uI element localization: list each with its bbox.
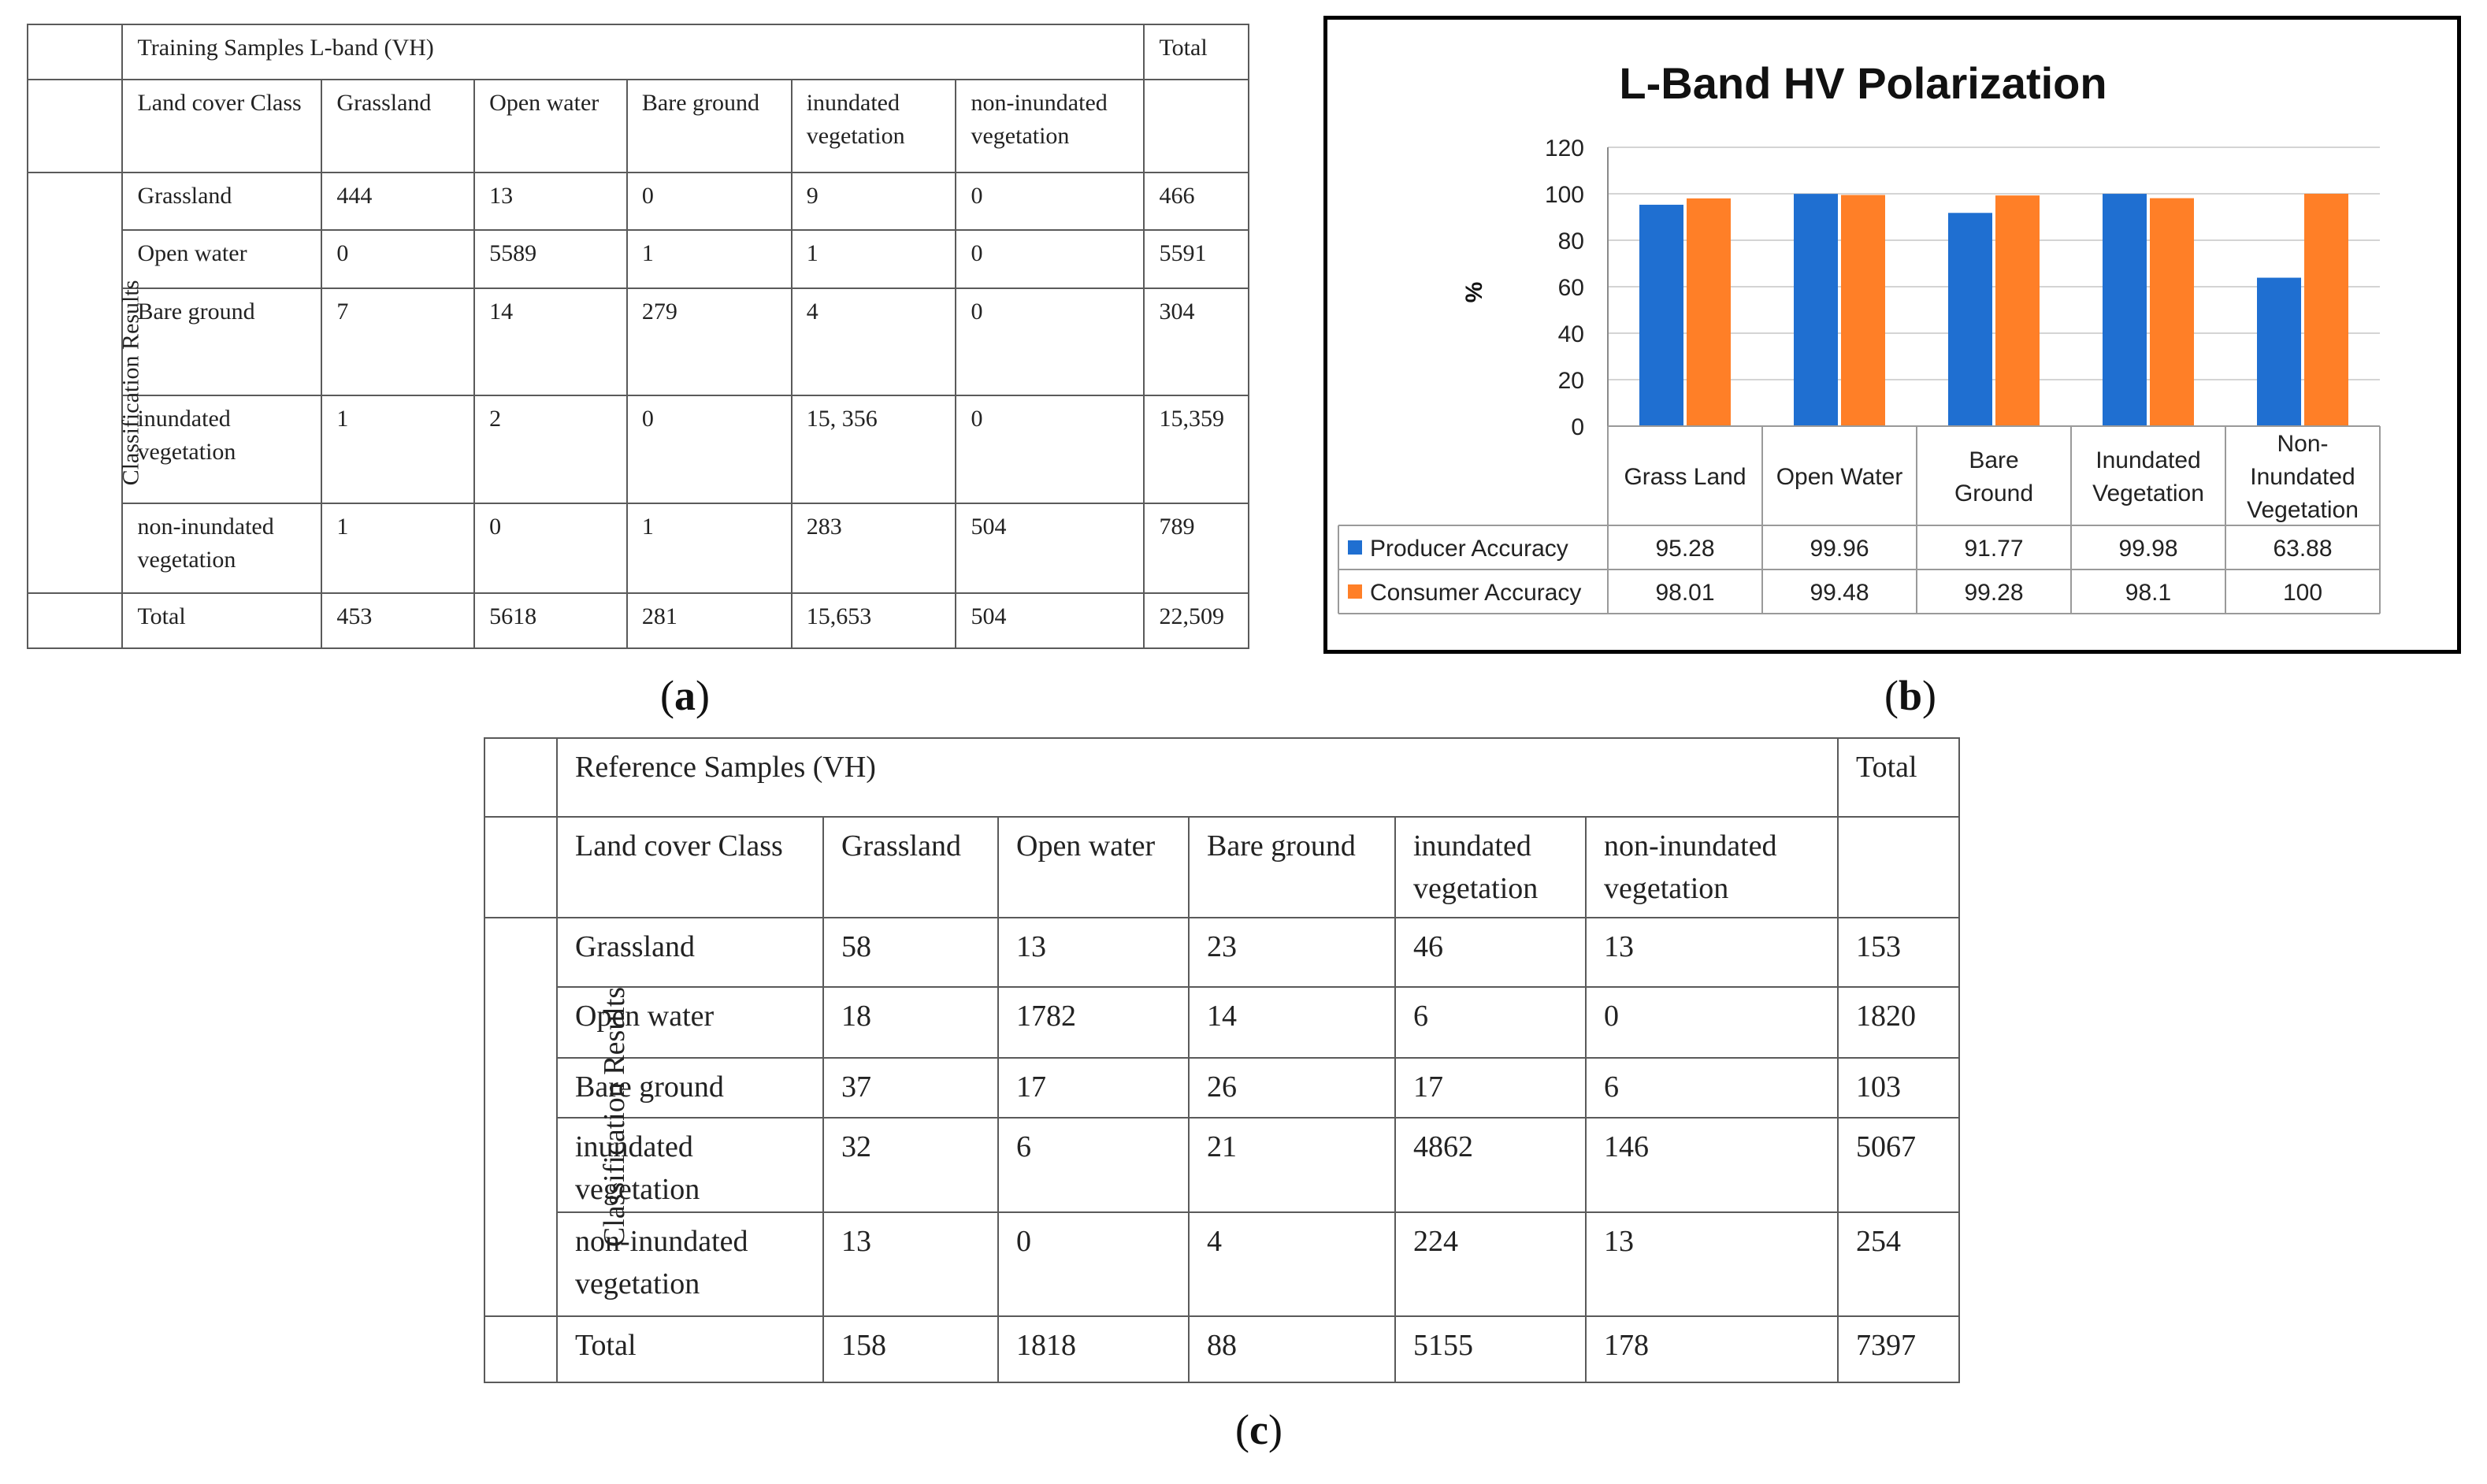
table-cell: 15,653 — [792, 593, 956, 648]
data-table — [1338, 426, 2380, 614]
table-cell: 7 — [321, 288, 474, 395]
table-cell: 0 — [474, 503, 627, 593]
chart-title: L-Band HV Polarization — [1619, 58, 2107, 108]
table-cell: 0 — [1586, 987, 1838, 1058]
table-cell: 26 — [1189, 1058, 1395, 1118]
table-row — [28, 395, 1249, 503]
table-cell: 224 — [1395, 1212, 1586, 1316]
bar-producer — [1948, 213, 1992, 426]
legend-label: Consumer Accuracy — [1370, 580, 1582, 606]
row-total: 304 — [1144, 288, 1249, 395]
row-label: Total — [122, 593, 321, 648]
table-cell: 6 — [1395, 987, 1586, 1058]
caption-b: (b) — [1884, 672, 1937, 719]
table-cell: 5589 — [474, 230, 627, 288]
total-header: Total — [1144, 24, 1249, 80]
training-table — [27, 24, 1249, 649]
category-label: Inundated Vegetation — [2092, 447, 2204, 506]
table-cell: 1818 — [998, 1316, 1189, 1382]
table-cell: 13 — [998, 918, 1189, 987]
bar-consumer — [1687, 198, 1731, 426]
table-cell: 0 — [956, 395, 1144, 503]
total-header: Total — [1838, 738, 1959, 817]
corner-cell — [484, 817, 557, 918]
confusion-matrix-reference — [484, 737, 1958, 1377]
bar-producer — [2257, 278, 2301, 426]
total-header-blank — [1144, 80, 1249, 173]
bar-consumer — [1995, 195, 2040, 426]
table-cell: 37 — [823, 1058, 998, 1118]
table-cell: 13 — [823, 1212, 998, 1316]
table-cell: 18 — [823, 987, 998, 1058]
table-cell: 6 — [1586, 1058, 1838, 1118]
y-tick-label: 120 — [1544, 135, 1584, 161]
column-header: Grassland — [823, 817, 998, 918]
table-cell: 5155 — [1395, 1316, 1586, 1382]
corner-cell — [484, 1316, 557, 1382]
table-header-title: Reference Samples (VH) — [557, 738, 1838, 817]
table-cell: 178 — [1586, 1316, 1838, 1382]
table-row — [484, 1058, 1959, 1118]
table-cell: 4862 — [1395, 1118, 1586, 1212]
corner-cell — [28, 80, 122, 173]
table-cell: 5618 — [474, 593, 627, 648]
table-cell: 4 — [792, 288, 956, 395]
table-cell: 0 — [998, 1212, 1189, 1316]
table-cell: 21 — [1189, 1118, 1395, 1212]
column-header: Bare ground — [1189, 817, 1395, 918]
table-cell: 9 — [792, 173, 956, 229]
data-label: 98.1 — [2125, 580, 2172, 606]
category-label: Bare Ground — [1954, 447, 2034, 506]
y-tick-labels — [1545, 135, 1584, 440]
row-label: Bare ground — [122, 288, 321, 395]
table-total-row — [484, 1316, 1959, 1382]
accuracy-chart-panel — [1323, 16, 2461, 654]
bars — [1639, 194, 2348, 426]
row-total: 254 — [1838, 1212, 1959, 1316]
column-header: inundated vegetation — [792, 80, 956, 173]
table-row — [484, 1118, 1959, 1212]
table-cell: 1782 — [998, 987, 1189, 1058]
column-header: non-inundated vegetation — [1586, 817, 1838, 918]
bar-consumer — [2150, 198, 2194, 426]
data-label: 99.28 — [1964, 580, 2024, 606]
row-total: 1820 — [1838, 987, 1959, 1058]
side-label-cell — [484, 918, 632, 1316]
side-label-cell — [28, 173, 144, 592]
row-label: Grassland — [122, 173, 321, 229]
table-cell: 13 — [474, 173, 627, 229]
confusion-matrix-training — [27, 24, 1249, 649]
table-cell: 0 — [956, 173, 1144, 229]
row-label: non-inundated vegetation — [557, 1212, 823, 1316]
data-label: 99.48 — [1810, 580, 1869, 606]
class-header: Land cover Class — [557, 817, 823, 918]
bar-producer — [1794, 194, 1838, 426]
table-cell: 14 — [1189, 987, 1395, 1058]
caption-a: (a) — [660, 672, 710, 719]
table-cell: 23 — [1189, 918, 1395, 987]
table-cell: 6 — [998, 1118, 1189, 1212]
table-total-row — [28, 593, 1249, 648]
data-label: 91.77 — [1964, 536, 2024, 562]
table-row — [28, 173, 1249, 229]
table-cell: 17 — [1395, 1058, 1586, 1118]
reference-table — [484, 737, 1960, 1383]
row-total: 5067 — [1838, 1118, 1959, 1212]
table-row — [484, 1212, 1959, 1316]
table-cell: 279 — [627, 288, 792, 395]
table-cell: 453 — [321, 593, 474, 648]
table-cell: 0 — [627, 173, 792, 229]
column-header: Bare ground — [627, 80, 792, 173]
table-cell: 13 — [1586, 918, 1838, 987]
table-cell: 58 — [823, 918, 998, 987]
grand-total: 22,509 — [1144, 593, 1249, 648]
y-tick-label: 80 — [1557, 228, 1584, 254]
corner-cell — [484, 738, 557, 817]
table-cell: 32 — [823, 1118, 998, 1212]
table-cell: 0 — [321, 230, 474, 288]
table-row — [484, 987, 1959, 1058]
data-label: 100 — [2282, 580, 2323, 606]
data-label: 99.96 — [1810, 536, 1869, 562]
legend-label: Producer Accuracy — [1370, 536, 1568, 562]
legend-swatch — [1348, 540, 1362, 555]
data-label: 95.28 — [1655, 536, 1715, 562]
table-cell: 1 — [627, 503, 792, 593]
y-tick-label: 60 — [1557, 275, 1584, 301]
row-label: Open water — [557, 987, 823, 1058]
table-cell: 281 — [627, 593, 792, 648]
table-cell: 4 — [1189, 1212, 1395, 1316]
column-header: Open water — [474, 80, 627, 173]
row-label: non-inundated vegetation — [122, 503, 321, 593]
table-cell: 17 — [998, 1058, 1189, 1118]
table-cell: 0 — [956, 288, 1144, 395]
table-cell: 146 — [1586, 1118, 1838, 1212]
table-cell: 1 — [321, 395, 474, 503]
row-total: 789 — [1144, 503, 1249, 593]
y-tick-label: 100 — [1544, 182, 1584, 208]
data-label: 98.01 — [1655, 580, 1715, 606]
corner-cell — [28, 24, 122, 80]
caption-c: (c) — [1235, 1406, 1282, 1453]
column-header: inundated vegetation — [1395, 817, 1586, 918]
row-total: 5591 — [1144, 230, 1249, 288]
row-total: 15,359 — [1144, 395, 1249, 503]
table-cell: 2 — [474, 395, 627, 503]
table-row — [484, 918, 1959, 987]
table-cell: 504 — [956, 503, 1144, 593]
table-cell: 13 — [1586, 1212, 1838, 1316]
y-tick-label: 20 — [1557, 368, 1584, 394]
table-row — [28, 230, 1249, 288]
table-cell: 158 — [823, 1316, 998, 1382]
bar-consumer — [1841, 195, 1885, 426]
table-cell: 0 — [627, 395, 792, 503]
category-label: Open Water — [1776, 464, 1903, 490]
y-tick-label: 0 — [1571, 414, 1584, 440]
category-label: Non-Inundated Vegetation — [2247, 431, 2359, 523]
table-cell: 14 — [474, 288, 627, 395]
y-tick-label: 40 — [1557, 321, 1584, 347]
side-label: Classification Results — [598, 986, 632, 1248]
bar-consumer — [2304, 194, 2348, 426]
table-cell: 444 — [321, 173, 474, 229]
class-header: Land cover Class — [122, 80, 321, 173]
data-label: 63.88 — [2273, 536, 2333, 562]
table-cell: 1 — [627, 230, 792, 288]
category-label: Grass Land — [1624, 464, 1746, 490]
table-row — [28, 503, 1249, 593]
data-label: 99.98 — [2118, 536, 2178, 562]
row-label: Total — [557, 1316, 823, 1382]
table-cell: 88 — [1189, 1316, 1395, 1382]
row-total: 466 — [1144, 173, 1249, 229]
table-header-title: Training Samples L-band (VH) — [122, 24, 1144, 80]
column-header: Grassland — [321, 80, 474, 173]
column-header: Open water — [998, 817, 1189, 918]
row-total: 153 — [1838, 918, 1959, 987]
row-total: 103 — [1838, 1058, 1959, 1118]
table-cell: 15, 356 — [792, 395, 956, 503]
table-cell: 0 — [956, 230, 1144, 288]
table-cell: 46 — [1395, 918, 1586, 987]
row-label: inundated vegetation — [122, 395, 321, 503]
y-axis-label: % — [1461, 281, 1487, 303]
row-label: Open water — [122, 230, 321, 288]
row-label: Bare ground — [557, 1058, 823, 1118]
table-cell: 504 — [956, 593, 1144, 648]
grand-total: 7397 — [1838, 1316, 1959, 1382]
column-header: non-inundated vegetation — [956, 80, 1144, 173]
total-header-blank — [1838, 817, 1959, 918]
table-cell: 1 — [321, 503, 474, 593]
table-cell: 283 — [792, 503, 956, 593]
accuracy-chart — [1327, 20, 2457, 650]
table-row — [28, 288, 1249, 395]
legend-swatch — [1348, 584, 1362, 599]
row-label: inundated vegetation — [557, 1118, 823, 1212]
table-cell: 1 — [792, 230, 956, 288]
bar-producer — [2103, 194, 2147, 426]
bar-producer — [1639, 205, 1683, 426]
row-label: Grassland — [557, 918, 823, 987]
side-label: Classification Results — [117, 280, 144, 486]
corner-cell — [28, 593, 122, 648]
